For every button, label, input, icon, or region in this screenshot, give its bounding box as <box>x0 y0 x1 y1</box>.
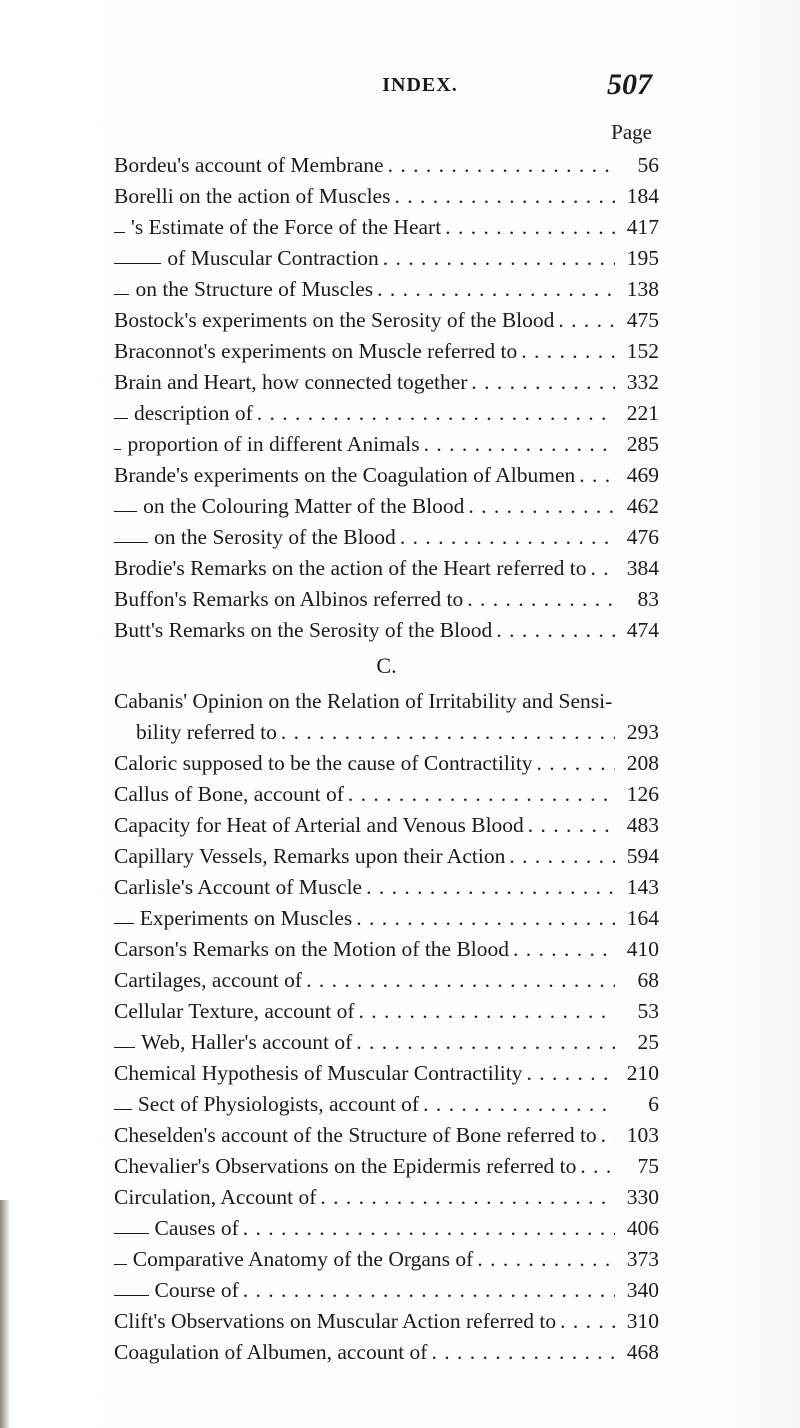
entry-text: Borelli on the action of Muscles <box>114 184 391 208</box>
index-entry <box>114 748 659 779</box>
entry-text: Comparative Anatomy of the Organs of <box>132 1247 474 1271</box>
entry-text: Coagulation of Albumen, account of <box>114 1340 428 1364</box>
dot-leader <box>356 903 615 934</box>
index-entry <box>114 1058 659 1089</box>
index-entry <box>114 553 659 584</box>
dot-leader <box>377 274 615 305</box>
ditto-rule <box>114 542 148 543</box>
entry-text: Capillary Vessels, Remarks upon their Action <box>114 844 506 868</box>
entry-page: 330 <box>626 1185 659 1209</box>
entry-page: 208 <box>626 751 659 775</box>
page-column-heading: Page <box>611 120 652 144</box>
section-heading-c: C. <box>376 653 397 678</box>
index-entry <box>114 779 659 810</box>
index-entry <box>114 903 659 934</box>
index-entry <box>114 934 659 965</box>
dot-leader <box>306 965 615 996</box>
index-entry <box>114 615 659 646</box>
dot-leader <box>467 584 615 615</box>
entry-page: 195 <box>626 246 659 270</box>
index-entry <box>114 398 659 429</box>
index-entry <box>114 1151 659 1182</box>
dot-leader <box>423 1089 615 1120</box>
entry-page: 126 <box>626 782 659 806</box>
dot-leader <box>320 1182 615 1213</box>
index-entry <box>114 491 659 522</box>
index-entry <box>114 1027 659 1058</box>
index-entry <box>114 429 659 460</box>
index-entry <box>114 150 659 181</box>
dot-leader <box>591 553 615 584</box>
entry-text: Brodie's Remarks on the action of the Heart referred to <box>114 556 587 580</box>
entry-text: Butt's Remarks on the Serosity of the Blood <box>114 618 493 642</box>
entry-text: Brande's experiments on the Coagulation of Albumen <box>114 463 576 487</box>
entry-page: 56 <box>637 153 659 177</box>
index-entry <box>114 243 659 274</box>
index-entry <box>114 872 659 903</box>
index-entry <box>114 717 659 748</box>
dot-leader <box>424 429 615 460</box>
dot-leader <box>257 398 615 429</box>
entry-page: 474 <box>626 618 659 642</box>
entry-text: Brain and Heart, how connected together <box>114 370 468 394</box>
index-entry <box>114 996 659 1027</box>
running-title: INDEX. <box>382 74 458 96</box>
entry-text: Bordeu's account of Membrane <box>114 153 384 177</box>
index-entry <box>114 1213 659 1244</box>
entry-text: on the Serosity of the Blood <box>153 525 396 549</box>
index-entry <box>114 584 659 615</box>
dot-leader <box>431 1337 615 1368</box>
entry-page: 221 <box>626 401 659 425</box>
entry-page: 103 <box>626 1123 659 1147</box>
index-entry <box>114 1182 659 1213</box>
dot-leader <box>580 1151 615 1182</box>
ditto-rule <box>114 232 125 233</box>
ditto-rule <box>114 1233 149 1234</box>
entry-page: 210 <box>626 1061 659 1085</box>
index-entry <box>114 1120 659 1151</box>
dot-leader <box>445 212 615 243</box>
index-entry <box>114 1089 659 1120</box>
entry-page: 143 <box>626 875 659 899</box>
dot-leader <box>528 810 615 841</box>
entry-text: 's Estimate of the Force of the Heart <box>131 215 442 239</box>
index-entry <box>114 522 659 553</box>
ditto-rule <box>114 418 128 419</box>
entry-page: 384 <box>626 556 659 580</box>
entry-text: Clift's Observations on Muscular Action referred to <box>114 1309 557 1333</box>
entry-text: on the Colouring Matter of the Blood <box>143 494 465 518</box>
dot-leader <box>348 779 615 810</box>
page-header <box>0 68 800 104</box>
entry-page: 6 <box>648 1092 659 1116</box>
entry-page: 68 <box>637 968 659 992</box>
entry-page: 483 <box>626 813 659 837</box>
index-entry <box>114 336 659 367</box>
entry-page: 468 <box>626 1340 659 1364</box>
dot-leader <box>400 522 615 553</box>
entry-page: 332 <box>626 370 659 394</box>
entry-page: 310 <box>626 1309 659 1333</box>
entry-text: Sect of Physiologists, account of <box>137 1092 420 1116</box>
ditto-rule <box>114 1047 135 1048</box>
entry-text: Braconnot's experiments on Muscle referred to <box>114 339 518 363</box>
ditto-rule <box>114 511 137 512</box>
index-entry <box>114 841 659 872</box>
dot-leader <box>513 934 615 965</box>
index-entry <box>114 1275 659 1306</box>
entry-page: 75 <box>637 1154 659 1178</box>
dot-leader <box>358 996 615 1027</box>
entry-text: Course of <box>154 1278 239 1302</box>
ditto-rule <box>114 1109 132 1110</box>
entry-text: Buffon's Remarks on Albinos referred to <box>114 587 464 611</box>
dot-leader <box>471 367 615 398</box>
entry-text: Chevalier's Observations on the Epidermis referred to <box>114 1154 577 1178</box>
dot-leader <box>601 1120 615 1151</box>
entry-page: 373 <box>626 1247 659 1271</box>
dot-leader <box>509 841 615 872</box>
dot-leader <box>383 243 615 274</box>
dot-leader <box>281 717 615 748</box>
dot-leader <box>366 872 615 903</box>
entry-text: Cellular Texture, account of <box>114 999 355 1023</box>
dot-leader <box>558 305 615 336</box>
entry-page: 417 <box>626 215 659 239</box>
entry-text: Cabanis' Opinion on the Relation of Irritability and Sensi- <box>114 689 613 713</box>
index-entry <box>114 181 659 212</box>
entry-page: 25 <box>637 1030 659 1054</box>
index-entries <box>114 150 659 1368</box>
entry-text: description of <box>133 401 253 425</box>
entry-text: Web, Haller's account of <box>141 1030 353 1054</box>
entry-page: 406 <box>626 1216 659 1240</box>
dot-leader <box>477 1244 615 1275</box>
dot-leader <box>579 460 615 491</box>
entry-page: 293 <box>626 720 659 744</box>
index-group-b <box>114 150 659 646</box>
index-entry <box>114 965 659 996</box>
dot-leader <box>243 1275 615 1306</box>
dot-leader <box>243 1213 615 1244</box>
entry-text: Cheselden's account of the Structure of Bone referred to <box>114 1123 597 1147</box>
entry-page: 83 <box>637 587 659 611</box>
entry-page: 340 <box>626 1278 659 1302</box>
index-entry <box>114 367 659 398</box>
entry-page: 462 <box>626 494 659 518</box>
entry-text: Callus of Bone, account of <box>114 782 344 806</box>
index-group-c <box>114 686 659 1368</box>
entry-text: Carson's Remarks on the Motion of the Blood <box>114 937 510 961</box>
entry-page: 594 <box>626 844 659 868</box>
entry-page: 53 <box>637 999 659 1023</box>
index-entry <box>114 460 659 491</box>
ditto-rule <box>114 1264 127 1265</box>
ditto-rule <box>114 923 134 924</box>
ditto-rule <box>114 1295 149 1296</box>
index-entry <box>114 1244 659 1275</box>
ditto-rule <box>114 449 121 450</box>
ditto-rule <box>114 263 161 264</box>
entry-text: bility referred to <box>136 720 277 744</box>
index-entry <box>114 1337 659 1368</box>
dot-leader <box>468 491 615 522</box>
entry-page: 410 <box>626 937 659 961</box>
entry-page: 152 <box>626 339 659 363</box>
entry-text: Causes of <box>154 1216 239 1240</box>
entry-text: Caloric supposed to be the cause of Contractility <box>114 751 533 775</box>
entry-page: 164 <box>626 906 659 930</box>
entry-text: Capacity for Heat of Arterial and Venous Blood <box>114 813 524 837</box>
entry-page: 469 <box>626 463 659 487</box>
dot-leader <box>394 181 615 212</box>
entry-text: proportion of in different Animals <box>127 432 420 456</box>
entry-text: Circulation, Account of <box>114 1185 317 1209</box>
index-entry <box>114 810 659 841</box>
entry-text: Cartilages, account of <box>114 968 303 992</box>
dot-leader <box>560 1306 615 1337</box>
ditto-rule <box>114 294 129 295</box>
index-entry <box>114 274 659 305</box>
entry-text: Carlisle's Account of Muscle <box>114 875 363 899</box>
entry-page: 138 <box>626 277 659 301</box>
entry-text: Experiments on Muscles <box>139 906 353 930</box>
index-entry <box>114 212 659 243</box>
dot-leader <box>496 615 615 646</box>
entry-text: on the Structure of Muscles <box>135 277 374 301</box>
page-edge-shadow <box>0 1200 10 1428</box>
dot-leader <box>356 1027 615 1058</box>
entry-text: Bostock's experiments on the Serosity of the Blood <box>114 308 555 332</box>
entry-page: 184 <box>626 184 659 208</box>
entry-page: 476 <box>626 525 659 549</box>
entry-text: Chemical Hypothesis of Muscular Contractility <box>114 1061 523 1085</box>
index-entry <box>114 686 659 717</box>
entry-page: 285 <box>626 432 659 456</box>
dot-leader <box>526 1058 615 1089</box>
dot-leader <box>537 748 615 779</box>
dot-leader <box>521 336 615 367</box>
dot-leader <box>388 150 615 181</box>
entry-page: 475 <box>626 308 659 332</box>
page-number: 507 <box>607 68 652 101</box>
index-entry <box>114 305 659 336</box>
index-entry <box>114 1306 659 1337</box>
entry-text: of Muscular Contraction <box>167 246 379 270</box>
